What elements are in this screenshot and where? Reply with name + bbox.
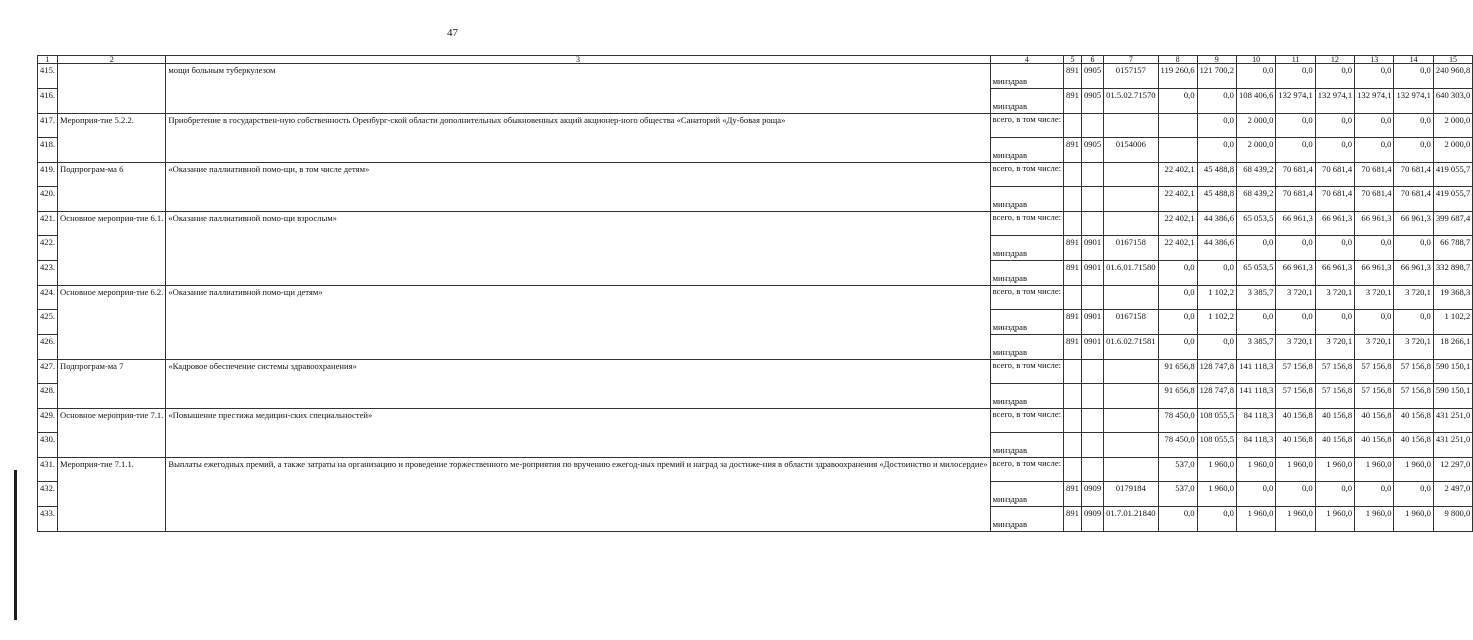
year-value: 108 055,5 [1197, 409, 1236, 433]
total-value: 431 251,0 [1433, 409, 1472, 433]
executor: минздрав [990, 507, 1063, 532]
column-header: 5 [1064, 56, 1082, 64]
year-value: 44 386,6 [1197, 212, 1236, 236]
year-value: 45 488,8 [1197, 187, 1236, 212]
year-value: 57 156,8 [1355, 384, 1394, 409]
year-value: 141 118,3 [1236, 360, 1275, 384]
table-row [38, 114, 1473, 138]
year-value: 66 961,3 [1394, 261, 1433, 286]
program-description: «Кадровое обеспечение системы здравоохранения» [166, 360, 990, 409]
year-value: 22 402,1 [1158, 236, 1197, 261]
target-code [1104, 409, 1158, 433]
program-description: мощи больным туберкулезом [166, 64, 990, 114]
program-name: Мероприя-тие 5.2.2. [58, 114, 166, 163]
year-value: 70 681,4 [1355, 187, 1394, 212]
year-value: 0,0 [1276, 138, 1315, 163]
year-value: 91 656,8 [1158, 384, 1197, 409]
total-value: 590 150,1 [1433, 384, 1472, 409]
target-code [1104, 212, 1158, 236]
year-value: 70 681,4 [1394, 163, 1433, 187]
year-value: 66 961,3 [1394, 212, 1433, 236]
year-value: 84 118,3 [1236, 433, 1275, 458]
section-code: 0905 [1081, 138, 1103, 163]
year-value: 0,0 [1158, 310, 1197, 335]
year-value: 108 055,5 [1197, 433, 1236, 458]
target-code: 0167158 [1104, 310, 1158, 335]
column-header: 15 [1433, 56, 1472, 64]
column-header: 8 [1158, 56, 1197, 64]
total-value: 2 497,0 [1433, 482, 1472, 507]
year-value: 78 450,0 [1158, 433, 1197, 458]
program-name: Основное мероприя-тие 7.1. [58, 409, 166, 458]
total-value: 2 000,0 [1433, 138, 1472, 163]
year-value: 0,0 [1355, 236, 1394, 261]
ministry-code [1064, 212, 1082, 236]
section-code [1081, 360, 1103, 384]
year-value: 3 720,1 [1394, 335, 1433, 360]
column-header: 2 [58, 56, 166, 64]
year-value: 40 156,8 [1276, 433, 1315, 458]
section-code [1081, 286, 1103, 310]
ministry-code [1064, 286, 1082, 310]
year-value: 0,0 [1315, 64, 1354, 89]
year-value: 1 960,0 [1394, 458, 1433, 482]
ministry-code [1064, 187, 1082, 212]
year-value: 22 402,1 [1158, 212, 1197, 236]
year-value: 128 747,8 [1197, 384, 1236, 409]
column-header: 12 [1315, 56, 1354, 64]
section-code: 0909 [1081, 507, 1103, 532]
total-value: 419 055,7 [1433, 187, 1472, 212]
column-header: 1 [38, 56, 58, 64]
year-value: 78 450,0 [1158, 409, 1197, 433]
year-value: 68 439,2 [1236, 187, 1275, 212]
target-code: 0167158 [1104, 236, 1158, 261]
executor: минздрав [990, 236, 1063, 261]
ministry-code [1064, 114, 1082, 138]
year-value: 84 118,3 [1236, 409, 1275, 433]
row-number: 428. [38, 384, 58, 409]
ministry-code: 891 [1064, 261, 1082, 286]
executor: всего, в том числе: [990, 360, 1063, 384]
target-code [1104, 163, 1158, 187]
ministry-code [1064, 433, 1082, 458]
section-code: 0901 [1081, 310, 1103, 335]
row-number: 419. [38, 163, 58, 187]
left-margin-rule [14, 470, 17, 620]
year-value: 0,0 [1158, 261, 1197, 286]
year-value: 0,0 [1158, 89, 1197, 114]
section-code: 0901 [1081, 261, 1103, 286]
row-number: 433. [38, 507, 58, 532]
program-name: Подпрограм-ма 6 [58, 163, 166, 212]
year-value: 3 385,7 [1236, 286, 1275, 310]
year-value: 70 681,4 [1315, 187, 1354, 212]
program-description: «Повышение престижа медицин-ских специальностей» [166, 409, 990, 458]
column-header: 9 [1197, 56, 1236, 64]
year-value: 1 960,0 [1197, 482, 1236, 507]
year-value: 3 720,1 [1315, 286, 1354, 310]
section-code [1081, 458, 1103, 482]
target-code [1104, 458, 1158, 482]
year-value [1158, 114, 1197, 138]
target-code: 01.7.01.21840 [1104, 507, 1158, 532]
year-value: 108 406,6 [1236, 89, 1275, 114]
year-value: 0,0 [1276, 114, 1315, 138]
year-value: 132 974,1 [1315, 89, 1354, 114]
year-value: 0,0 [1315, 114, 1354, 138]
target-code: 0157157 [1104, 64, 1158, 89]
year-value: 0,0 [1276, 236, 1315, 261]
row-number: 431. [38, 458, 58, 482]
section-code [1081, 212, 1103, 236]
total-value: 332 898,7 [1433, 261, 1472, 286]
table-row [38, 286, 1473, 310]
year-value: 22 402,1 [1158, 163, 1197, 187]
ministry-code [1064, 384, 1082, 409]
year-value: 0,0 [1315, 310, 1354, 335]
target-code: 01.5.02.71570 [1104, 89, 1158, 114]
year-value: 70 681,4 [1355, 163, 1394, 187]
program-name: Подпрограм-ма 7 [58, 360, 166, 409]
ministry-code [1064, 458, 1082, 482]
target-code [1104, 187, 1158, 212]
ministry-code: 891 [1064, 335, 1082, 360]
year-value: 1 960,0 [1355, 507, 1394, 532]
executor: минздрав [990, 384, 1063, 409]
ministry-code: 891 [1064, 310, 1082, 335]
year-value: 57 156,8 [1394, 360, 1433, 384]
year-value: 0,0 [1355, 138, 1394, 163]
column-header: 7 [1104, 56, 1158, 64]
year-value: 40 156,8 [1394, 409, 1433, 433]
column-number-row [38, 56, 1473, 64]
year-value: 40 156,8 [1355, 409, 1394, 433]
row-number: 427. [38, 360, 58, 384]
year-value: 57 156,8 [1355, 360, 1394, 384]
row-number: 415. [38, 64, 58, 89]
row-number: 418. [38, 138, 58, 163]
year-value: 0,0 [1197, 138, 1236, 163]
row-number: 432. [38, 482, 58, 507]
year-value: 132 974,1 [1394, 89, 1433, 114]
year-value: 0,0 [1197, 261, 1236, 286]
ministry-code: 891 [1064, 507, 1082, 532]
year-value: 0,0 [1315, 482, 1354, 507]
year-value: 3 385,7 [1236, 335, 1275, 360]
year-value: 0,0 [1276, 482, 1315, 507]
program-description: Выплаты ежегодных премий, а также затраты на организацию и проведение торжественного ме-роприятия по вручению ежегод-ных премий и наград за достиже-ния в области здравоохранения «Достоинство и милосердие» [166, 458, 990, 532]
executor: всего, в том числе: [990, 163, 1063, 187]
executor: минздрав [990, 89, 1063, 114]
year-value: 3 720,1 [1315, 335, 1354, 360]
table-row [38, 163, 1473, 187]
year-value: 0,0 [1197, 89, 1236, 114]
year-value: 0,0 [1236, 64, 1275, 89]
program-name [58, 64, 166, 114]
table-row [38, 458, 1473, 482]
ministry-code [1064, 409, 1082, 433]
total-value: 431 251,0 [1433, 433, 1472, 458]
row-number: 426. [38, 335, 58, 360]
year-value: 0,0 [1394, 310, 1433, 335]
year-value: 0,0 [1197, 335, 1236, 360]
executor: всего, в том числе: [990, 114, 1063, 138]
row-number: 425. [38, 310, 58, 335]
ministry-code [1064, 360, 1082, 384]
section-code [1081, 187, 1103, 212]
year-value: 0,0 [1315, 138, 1354, 163]
year-value: 0,0 [1276, 310, 1315, 335]
year-value: 0,0 [1394, 482, 1433, 507]
executor: минздрав [990, 138, 1063, 163]
table-row [38, 64, 1473, 89]
year-value: 66 961,3 [1315, 261, 1354, 286]
target-code [1104, 384, 1158, 409]
year-value: 537,0 [1158, 482, 1197, 507]
target-code: 0154006 [1104, 138, 1158, 163]
total-value: 419 055,7 [1433, 163, 1472, 187]
year-value: 0,0 [1394, 236, 1433, 261]
executor: минздрав [990, 187, 1063, 212]
target-code: 01.6.01.71580 [1104, 261, 1158, 286]
year-value: 1 960,0 [1276, 458, 1315, 482]
year-value: 40 156,8 [1276, 409, 1315, 433]
year-value: 0,0 [1236, 236, 1275, 261]
year-value: 57 156,8 [1315, 384, 1354, 409]
executor: минздрав [990, 433, 1063, 458]
year-value: 70 681,4 [1276, 187, 1315, 212]
total-value: 19 368,3 [1433, 286, 1472, 310]
year-value: 121 700,2 [1197, 64, 1236, 89]
year-value: 66 961,3 [1355, 212, 1394, 236]
section-code [1081, 409, 1103, 433]
budget-table [37, 55, 1473, 532]
year-value: 3 720,1 [1355, 286, 1394, 310]
row-number: 424. [38, 286, 58, 310]
column-header: 6 [1081, 56, 1103, 64]
year-value: 0,0 [1158, 335, 1197, 360]
ministry-code [1064, 163, 1082, 187]
program-description: Приобретение в государствен-ную собственность Оренбург-ской области дополнительных обыкновенных акций акционер-ного общества «Санаторий «Ду-бовая роща» [166, 114, 990, 163]
section-code [1081, 384, 1103, 409]
year-value: 1 960,0 [1355, 458, 1394, 482]
year-value: 1 960,0 [1315, 507, 1354, 532]
year-value: 0,0 [1355, 64, 1394, 89]
row-number: 429. [38, 409, 58, 433]
year-value: 0,0 [1197, 507, 1236, 532]
row-number: 416. [38, 89, 58, 114]
year-value: 0,0 [1158, 286, 1197, 310]
year-value: 1 960,0 [1315, 458, 1354, 482]
executor: минздрав [990, 261, 1063, 286]
total-value: 399 687,4 [1433, 212, 1472, 236]
target-code [1104, 433, 1158, 458]
column-header: 13 [1355, 56, 1394, 64]
year-value: 132 974,1 [1355, 89, 1394, 114]
year-value: 57 156,8 [1394, 384, 1433, 409]
section-code: 0909 [1081, 482, 1103, 507]
year-value: 0,0 [1355, 310, 1394, 335]
year-value: 2 000,0 [1236, 138, 1275, 163]
year-value: 3 720,1 [1276, 286, 1315, 310]
section-code: 0901 [1081, 335, 1103, 360]
year-value: 68 439,2 [1236, 163, 1275, 187]
total-value: 66 788,7 [1433, 236, 1472, 261]
year-value: 44 386,6 [1197, 236, 1236, 261]
year-value: 91 656,8 [1158, 360, 1197, 384]
year-value: 537,0 [1158, 458, 1197, 482]
year-value: 0,0 [1355, 114, 1394, 138]
ministry-code: 891 [1064, 138, 1082, 163]
year-value: 57 156,8 [1315, 360, 1354, 384]
total-value: 9 800,0 [1433, 507, 1472, 532]
year-value: 0,0 [1158, 507, 1197, 532]
target-code [1104, 360, 1158, 384]
target-code [1104, 286, 1158, 310]
row-number: 420. [38, 187, 58, 212]
year-value: 128 747,8 [1197, 360, 1236, 384]
total-value: 12 297,0 [1433, 458, 1472, 482]
column-header: 10 [1236, 56, 1275, 64]
year-value: 65 053,5 [1236, 261, 1275, 286]
program-name: Мероприя-тие 7.1.1. [58, 458, 166, 532]
column-header: 4 [990, 56, 1063, 64]
year-value: 45 488,8 [1197, 163, 1236, 187]
total-value: 18 266,1 [1433, 335, 1472, 360]
total-value: 240 960,8 [1433, 64, 1472, 89]
year-value: 1 960,0 [1276, 507, 1315, 532]
section-code [1081, 433, 1103, 458]
year-value: 66 961,3 [1315, 212, 1354, 236]
year-value: 40 156,8 [1315, 433, 1354, 458]
year-value: 0,0 [1236, 482, 1275, 507]
executor: всего, в том числе: [990, 458, 1063, 482]
year-value: 1 960,0 [1197, 458, 1236, 482]
executor: минздрав [990, 482, 1063, 507]
year-value: 3 720,1 [1276, 335, 1315, 360]
year-value: 70 681,4 [1315, 163, 1354, 187]
year-value: 141 118,3 [1236, 384, 1275, 409]
table-row [38, 212, 1473, 236]
executor: минздрав [990, 335, 1063, 360]
year-value: 0,0 [1394, 114, 1433, 138]
section-code: 0905 [1081, 64, 1103, 89]
year-value: 1 102,2 [1197, 310, 1236, 335]
page-number: 47 [447, 27, 458, 39]
row-number: 422. [38, 236, 58, 261]
year-value: 66 961,3 [1276, 261, 1315, 286]
program-description: «Оказание паллиативной помо-щи взрослым» [166, 212, 990, 286]
year-value: 57 156,8 [1276, 360, 1315, 384]
section-code [1081, 163, 1103, 187]
ministry-code: 891 [1064, 236, 1082, 261]
total-value: 1 102,2 [1433, 310, 1472, 335]
executor: минздрав [990, 310, 1063, 335]
year-value: 0,0 [1315, 236, 1354, 261]
executor: всего, в том числе: [990, 286, 1063, 310]
year-value: 22 402,1 [1158, 187, 1197, 212]
year-value: 2 000,0 [1236, 114, 1275, 138]
total-value: 2 000,0 [1433, 114, 1472, 138]
section-code: 0901 [1081, 236, 1103, 261]
year-value: 3 720,1 [1394, 286, 1433, 310]
row-number: 417. [38, 114, 58, 138]
ministry-code: 891 [1064, 89, 1082, 114]
target-code: 0179184 [1104, 482, 1158, 507]
target-code [1104, 114, 1158, 138]
total-value: 590 150,1 [1433, 360, 1472, 384]
year-value: 70 681,4 [1276, 163, 1315, 187]
row-number: 430. [38, 433, 58, 458]
column-header: 3 [166, 56, 990, 64]
year-value [1158, 138, 1197, 163]
target-code: 01.6.02.71581 [1104, 335, 1158, 360]
section-code [1081, 114, 1103, 138]
executor: всего, в том числе: [990, 409, 1063, 433]
executor: всего, в том числе: [990, 212, 1063, 236]
row-number: 421. [38, 212, 58, 236]
section-code: 0905 [1081, 89, 1103, 114]
row-number: 423. [38, 261, 58, 286]
year-value: 66 961,3 [1276, 212, 1315, 236]
program-name: Основное мероприя-тие 6.2. [58, 286, 166, 360]
year-value: 3 720,1 [1355, 335, 1394, 360]
program-description: «Оказание паллиативной помо-щи, в том числе детям» [166, 163, 990, 212]
year-value: 0,0 [1236, 310, 1275, 335]
year-value: 0,0 [1276, 64, 1315, 89]
executor: минздрав [990, 64, 1063, 89]
year-value: 40 156,8 [1394, 433, 1433, 458]
year-value: 119 260,6 [1158, 64, 1197, 89]
year-value: 0,0 [1197, 114, 1236, 138]
program-name: Основное мероприя-тие 6.1. [58, 212, 166, 286]
year-value: 0,0 [1394, 138, 1433, 163]
year-value: 40 156,8 [1315, 409, 1354, 433]
year-value: 66 961,3 [1355, 261, 1394, 286]
program-description: «Оказание паллиативной помо-щи детям» [166, 286, 990, 360]
year-value: 40 156,8 [1355, 433, 1394, 458]
table-row [38, 409, 1473, 433]
year-value: 1 960,0 [1394, 507, 1433, 532]
year-value: 57 156,8 [1276, 384, 1315, 409]
ministry-code: 891 [1064, 482, 1082, 507]
year-value: 1 960,0 [1236, 507, 1275, 532]
year-value: 132 974,1 [1276, 89, 1315, 114]
total-value: 640 303,0 [1433, 89, 1472, 114]
year-value: 0,0 [1355, 482, 1394, 507]
column-header: 14 [1394, 56, 1433, 64]
table-row [38, 360, 1473, 384]
year-value: 0,0 [1394, 64, 1433, 89]
year-value: 65 053,5 [1236, 212, 1275, 236]
ministry-code: 891 [1064, 64, 1082, 89]
column-header: 11 [1276, 56, 1315, 64]
year-value: 70 681,4 [1394, 187, 1433, 212]
year-value: 1 102,2 [1197, 286, 1236, 310]
year-value: 1 960,0 [1236, 458, 1275, 482]
